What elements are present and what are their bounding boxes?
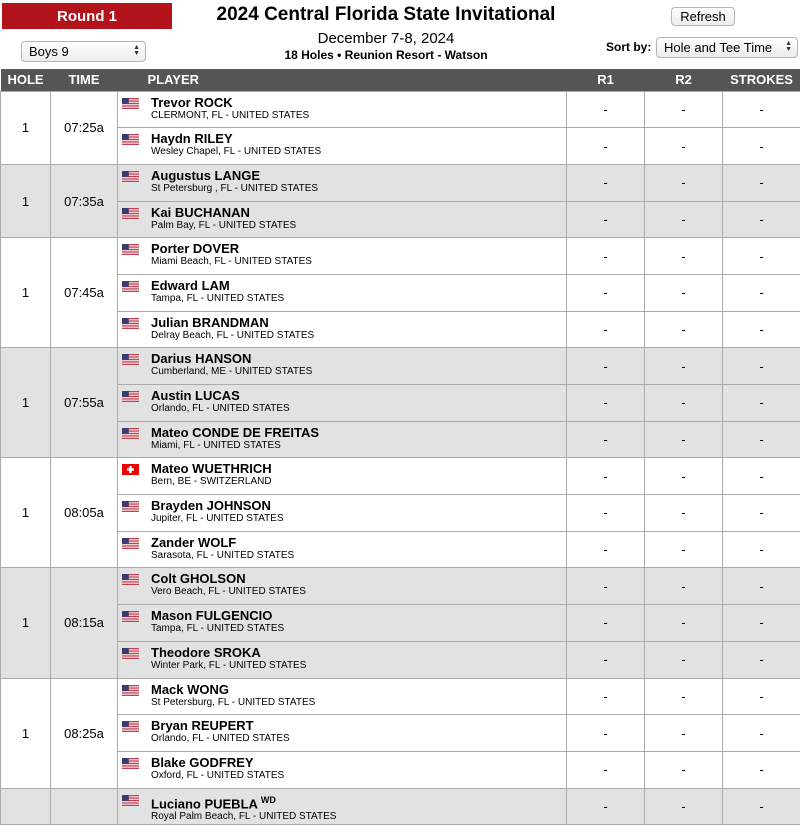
us-flag-icon [122, 279, 151, 305]
select-arrows-icon: ▲ ▼ [133, 44, 140, 57]
r2-score: - [645, 238, 723, 275]
us-flag-icon [122, 793, 151, 823]
strokes-total: - [723, 128, 800, 165]
player-cell [118, 91, 567, 128]
r2-score: - [645, 128, 723, 165]
r2-score: - [645, 201, 723, 238]
page-header [0, 0, 800, 69]
event-title: 2024 Central Florida State Invitational [216, 4, 556, 25]
event-info [170, 4, 602, 63]
sort-select[interactable] [656, 37, 798, 58]
table-row [1, 715, 800, 752]
player-cell [118, 788, 567, 825]
r2-score: - [645, 788, 723, 825]
player-name[interactable]: Theodore SROKA [151, 644, 261, 660]
player-cell [118, 311, 567, 348]
column-header-strokes[interactable]: STROKES [723, 69, 800, 91]
us-flag-icon [122, 572, 151, 598]
r2-score: - [645, 385, 723, 422]
player-location: Orlando, FL - UNITED STATES [151, 403, 290, 414]
r1-score: - [567, 238, 645, 275]
table-row [1, 788, 800, 825]
table-row [1, 201, 800, 238]
player-location: St Petersburg , FL - UNITED STATES [151, 182, 319, 194]
player-cell [118, 348, 567, 385]
player-cell [118, 678, 567, 715]
r1-score: - [567, 421, 645, 458]
player-location: St Petersburg, FL - UNITED STATES [151, 696, 316, 708]
hole-cell: 1 [1, 348, 51, 458]
us-flag-icon [122, 242, 151, 268]
column-header-r2[interactable]: R2 [645, 69, 723, 91]
column-header-player[interactable]: PLAYER [118, 69, 567, 91]
player-location: Oxford, FL - UNITED STATES [151, 769, 285, 781]
table-row [1, 751, 800, 788]
player-cell [118, 568, 567, 605]
player-name[interactable]: Austin LUCAS [151, 388, 240, 403]
hole-cell: 1 [1, 678, 51, 788]
player-cell [118, 458, 567, 495]
r1-score: - [567, 385, 645, 422]
player-location: Delray Beach, FL - UNITED STATES [151, 329, 315, 341]
player-name[interactable]: Mason FULGENCIO [151, 608, 273, 624]
player-location: Orlando, FL - UNITED STATES [151, 733, 290, 745]
event-dates: December 7-8, 2024 [317, 30, 455, 47]
r1-score: - [567, 311, 645, 348]
player-location: Cumberland, ME - UNITED STATES [151, 366, 313, 378]
player-location: Bern, BE - SWITZERLAND [151, 476, 272, 488]
strokes-total: - [723, 311, 800, 348]
time-cell: 08:15a [51, 568, 118, 678]
time-cell: 08:25a [51, 678, 118, 788]
hole-cell: 1 [1, 568, 51, 678]
swiss-flag-icon [122, 462, 151, 488]
table-row [1, 128, 800, 165]
strokes-total: - [723, 641, 800, 678]
us-flag-icon [122, 96, 151, 122]
strokes-total: - [723, 238, 800, 275]
r2-score: - [645, 751, 723, 788]
us-flag-icon [122, 683, 151, 709]
table-header-row [1, 69, 800, 91]
player-location: Sarasota, FL - UNITED STATES [151, 549, 295, 561]
r2-score: - [645, 348, 723, 385]
player-location: Tampa, FL - UNITED STATES [151, 292, 285, 304]
strokes-total: - [723, 788, 800, 825]
player-location: CLERMONT, FL - UNITED STATES [151, 109, 310, 121]
us-flag-icon [122, 316, 151, 342]
strokes-total: - [723, 274, 800, 311]
r1-score: - [567, 274, 645, 311]
us-flag-icon [122, 719, 151, 745]
r2-score: - [645, 715, 723, 752]
hole-cell: 1 [1, 164, 51, 237]
table-row [1, 274, 800, 311]
event-course: 18 Holes • Reunion Resort - Watson [284, 48, 488, 62]
player-cell [118, 238, 567, 275]
r1-score: - [567, 788, 645, 825]
r1-score: - [567, 751, 645, 788]
r1-score: - [567, 641, 645, 678]
strokes-total: - [723, 605, 800, 642]
player-name[interactable]: Haydn RILEY [151, 131, 233, 147]
table-row [1, 458, 800, 495]
table-row [1, 678, 800, 715]
hole-cell: 1 [1, 238, 51, 348]
strokes-total: - [723, 531, 800, 568]
strokes-total: - [723, 385, 800, 422]
table-row [1, 495, 800, 532]
r1-score: - [567, 605, 645, 642]
select-arrows-icon: ▲ ▼ [785, 40, 792, 53]
player-name[interactable]: Mack WONG [151, 681, 230, 697]
player-name[interactable]: Kai BUCHANAN [151, 204, 250, 220]
sort-select-value: Hole and Tee Time [664, 40, 773, 55]
player-location: Tampa, FL - UNITED STATES [151, 623, 285, 635]
player-name[interactable]: Darius HANSON [151, 351, 252, 367]
table-row [1, 421, 800, 458]
player-name[interactable]: Zander WOLF [151, 534, 237, 550]
table-row [1, 311, 800, 348]
player-name[interactable]: Mateo WUETHRICH [151, 461, 272, 477]
division-select[interactable] [21, 41, 146, 62]
time-cell: 07:55a [51, 348, 118, 458]
r2-score: - [645, 531, 723, 568]
r2-score: - [645, 311, 723, 348]
us-flag-icon [122, 536, 151, 562]
time-cell: 07:25a [51, 91, 118, 164]
player-name[interactable]: Trevor ROCK [151, 94, 233, 110]
time-cell: 07:35a [51, 164, 118, 237]
player-name[interactable]: Mateo CONDE DE FREITAS [151, 424, 320, 440]
strokes-total: - [723, 164, 800, 201]
player-name[interactable]: Porter DOVER [151, 241, 240, 257]
player-name[interactable]: Brayden JOHNSON [151, 498, 271, 514]
strokes-total: - [723, 568, 800, 605]
player-cell [118, 715, 567, 752]
r1-score: - [567, 458, 645, 495]
player-location: Palm Bay, FL - UNITED STATES [151, 219, 297, 231]
refresh-button[interactable]: Refresh [671, 7, 735, 26]
player-cell [118, 641, 567, 678]
r1-score: - [567, 348, 645, 385]
us-flag-icon [122, 426, 151, 452]
player-cell [118, 495, 567, 532]
column-header-r1[interactable]: R1 [567, 69, 645, 91]
us-flag-icon [122, 609, 151, 635]
r1-score: - [567, 91, 645, 128]
round-tab[interactable]: Round 1 [2, 3, 172, 29]
hole-cell: 1 [1, 91, 51, 164]
r2-score: - [645, 605, 723, 642]
r2-score: - [645, 678, 723, 715]
time-cell: 07:45a [51, 238, 118, 348]
r1-score: - [567, 568, 645, 605]
r2-score: - [645, 91, 723, 128]
strokes-total: - [723, 751, 800, 788]
player-cell [118, 201, 567, 238]
r1-score: - [567, 128, 645, 165]
us-flag-icon [122, 499, 151, 525]
r2-score: - [645, 495, 723, 532]
time-cell [51, 788, 118, 825]
us-flag-icon [122, 169, 151, 195]
r1-score: - [567, 201, 645, 238]
r1-score: - [567, 495, 645, 532]
strokes-total: - [723, 348, 800, 385]
table-row [1, 641, 800, 678]
table-row [1, 605, 800, 642]
player-name[interactable]: Julian BRANDMAN [151, 314, 269, 330]
us-flag-icon [122, 389, 151, 415]
player-name[interactable]: Colt GHOLSON [151, 571, 246, 587]
us-flag-icon [122, 206, 151, 232]
hole-cell: 1 [1, 458, 51, 568]
player-location: Wesley Chapel, FL - UNITED STATES [151, 146, 322, 158]
player-cell [118, 274, 567, 311]
table-row [1, 348, 800, 385]
player-cell [118, 421, 567, 458]
us-flag-icon [122, 646, 151, 672]
us-flag-icon [122, 352, 151, 378]
r2-score: - [645, 164, 723, 201]
player-name[interactable]: Blake GODFREY [151, 754, 254, 770]
player-cell [118, 385, 567, 422]
r1-score: - [567, 715, 645, 752]
player-name[interactable]: Augustus LANGE [151, 167, 261, 183]
strokes-total: - [723, 458, 800, 495]
table-row [1, 531, 800, 568]
time-cell: 08:05a [51, 458, 118, 568]
table-row [1, 164, 800, 201]
withdrawn-badge: WD [260, 794, 276, 805]
r1-score: - [567, 678, 645, 715]
player-location: Royal Palm Beach, FL - UNITED STATES [151, 810, 337, 822]
us-flag-icon [122, 132, 151, 158]
player-cell [118, 164, 567, 201]
strokes-total: - [723, 678, 800, 715]
r2-score: - [645, 641, 723, 678]
column-header-hole[interactable]: HOLE [1, 69, 51, 91]
player-location: Vero Beach, FL - UNITED STATES [151, 586, 306, 598]
player-name[interactable]: Bryan REUPERT [151, 718, 254, 734]
r2-score: - [645, 421, 723, 458]
player-cell [118, 531, 567, 568]
table-row [1, 91, 800, 128]
strokes-total: - [723, 91, 800, 128]
player-location: Miami Beach, FL - UNITED STATES [151, 256, 312, 268]
player-cell [118, 128, 567, 165]
sort-label: Sort by: [606, 40, 652, 54]
r1-score: - [567, 164, 645, 201]
strokes-total: - [723, 715, 800, 752]
player-cell [118, 751, 567, 788]
player-name[interactable]: Edward LAM [151, 277, 230, 293]
strokes-total: - [723, 201, 800, 238]
tee-times-table [0, 69, 800, 825]
r1-score: - [567, 531, 645, 568]
table-row [1, 568, 800, 605]
player-location: Miami, FL - UNITED STATES [151, 439, 281, 451]
player-location: Jupiter, FL - UNITED STATES [151, 513, 284, 525]
r2-score: - [645, 568, 723, 605]
division-select-value: Boys 9 [29, 44, 69, 59]
strokes-total: - [723, 495, 800, 532]
strokes-total: - [723, 421, 800, 458]
column-header-time[interactable]: TIME [51, 69, 118, 91]
table-row [1, 238, 800, 275]
player-cell [118, 605, 567, 642]
player-name[interactable]: Luciano PUEBLA [151, 795, 258, 811]
r2-score: - [645, 458, 723, 495]
table-row [1, 385, 800, 422]
us-flag-icon [122, 756, 151, 782]
player-location: Winter Park, FL - UNITED STATES [151, 659, 307, 671]
r2-score: - [645, 274, 723, 311]
hole-cell [1, 788, 51, 825]
